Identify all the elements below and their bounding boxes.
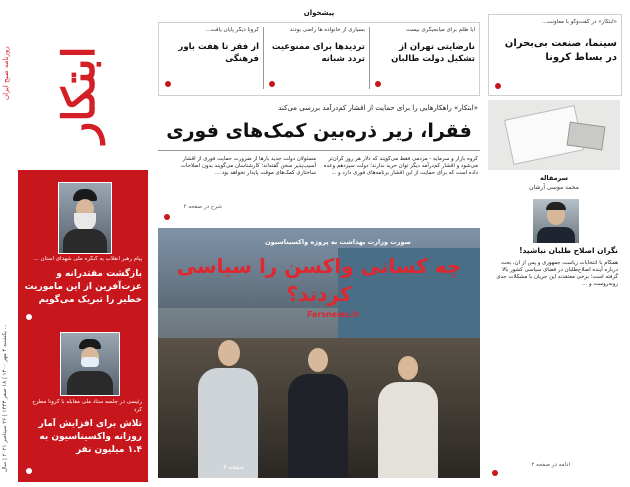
editorial-headline: نگران اصلاح طلبان نباشید!	[519, 246, 618, 255]
editorial-label: سرمقاله	[540, 174, 568, 182]
photo-kicker: صورت وزارت بهداشت به پروژه واکسیناسیون	[265, 238, 411, 246]
leader-photo	[58, 182, 112, 254]
logo: ابتکار	[54, 46, 105, 144]
author-hair	[546, 202, 566, 210]
crowd-shirt-1	[198, 368, 258, 478]
president-photo	[60, 332, 120, 396]
top-item-2[interactable]	[267, 27, 365, 91]
top-right-kicker: «ابتکار» در گفت‌وگو با معاونت...	[541, 19, 617, 25]
top-item-kicker: کرونا دیگر پایان یافت...	[205, 27, 259, 33]
vaccine-photo-story[interactable]	[158, 228, 480, 478]
leader-headline: بازگشت مقتدرانه و عزت‌آفرین از این ماموریت خطیر را تبریک می‌گویم	[24, 269, 142, 305]
main-dot	[164, 214, 170, 220]
president-robe	[67, 371, 113, 395]
top-item-1[interactable]	[373, 27, 475, 91]
main-body-right: گروه بازار و سرمایه - مردمی فقط می‌گویند که دلار هر روز گران‌تر می‌شود و اقشار کم‌درآمد دیگر توان خرید ندارند؛ دولت سیزدهم وعده داده است که برای حمایت از این اقشار برنامه‌های فوری دارد و ...	[323, 156, 478, 176]
main-body-left: مسئولان دولت جدید بارها از ضرورت حمایت فوری از اقشار آسیب‌پذیر سخن گفته‌اند؛ کارشناسان می‌گویند بدون اصلاحات ساختاری کمک‌های موقت پایدار نخواهد بود ...	[180, 156, 316, 176]
top-right-dot	[495, 83, 501, 89]
main-kicker: «ابتکار» راهکارهایی را برای حمایت از اقشار کم‌درآمد بررسی می‌کند	[278, 104, 478, 112]
top-item-headline: از فقر تا هفت باور فرهنگی	[178, 42, 259, 64]
president-headline: تلاش برای افزایش آمار روزانه واکسیناسیون به ۱.۴ میلیون نفر	[38, 419, 142, 455]
editorial[interactable]	[488, 174, 620, 480]
dateline: یکشنبه ۴ مهر ۱۴۰۰ | ۱۸ صفر ۱۴۴۳ | ۲۶ سپتامبر ۲۰۲۱ | سال ...	[2, 324, 8, 472]
top-item-headline: نارضایتی تهران از تشکیل دولت طالبان	[391, 42, 475, 64]
crowd-shirt-3	[378, 382, 438, 478]
top-item-3[interactable]	[163, 27, 259, 91]
editorial-body: همگام با انتخابات ریاست جمهوری و پس از آن، بحث درباره آینده اصلاح‌طلبان در فضای سیاسی کشور بالا گرفته است؛ برخی معتقدند این جریان با مشکلات جدی روبه‌روست و ...	[496, 260, 618, 287]
top-item-kicker: آیا ظلم برای میانجیگری بیست	[406, 27, 475, 33]
card-photo	[488, 100, 620, 170]
crowd-face-3	[398, 356, 418, 380]
president-caption: رئیسی در جلسه ستاد ملی مقابله با کرونا مطرح کرد	[32, 399, 142, 413]
top-item-headline: تردیدها برای ممنوعیت تردد شبانه	[271, 42, 365, 64]
left-news-column	[18, 170, 148, 482]
main-headline: فقرا، زیر ذره‌بین کمک‌های فوری	[166, 120, 472, 142]
page-dot-2	[26, 468, 32, 474]
divider	[158, 150, 480, 151]
card-stamp	[567, 122, 606, 151]
top-item-dot	[269, 81, 275, 87]
top-item-kicker: بسیاری از خانواده ها راضی بودند	[289, 27, 365, 33]
author-photo	[532, 198, 580, 244]
top-strip	[158, 9, 480, 96]
top-item-dot	[165, 81, 171, 87]
top-item-dot	[375, 81, 381, 87]
editorial-author: محمد موسی آرشان	[529, 184, 579, 191]
crowd-face-2	[308, 348, 328, 372]
crowd-face-1	[218, 340, 240, 366]
editorial-continue: ادامه در صفحه ۲	[531, 462, 570, 468]
page-dot-1	[26, 314, 32, 320]
author-suit	[537, 227, 575, 243]
divider	[263, 27, 264, 89]
top-right-story[interactable]	[488, 14, 622, 96]
main-story[interactable]	[158, 102, 480, 222]
photo-watermark: Farsnews.ir	[306, 310, 360, 319]
photo-page: صفحه ۲	[223, 464, 244, 471]
divider	[369, 27, 370, 89]
leader-robe	[63, 229, 107, 253]
president-mask	[81, 357, 99, 367]
photo-headline: چه کسانی واکسن را سیاسی کردند؟	[176, 254, 462, 306]
main-continue: شرح در صفحه ۲	[183, 204, 222, 210]
editorial-dot	[492, 470, 498, 476]
tagline: روزنامه صبح ایران	[2, 46, 10, 100]
top-right-headline: سینما، صنعت بی‌بحران در بساط کرونا	[504, 38, 617, 63]
leader-caption: پیام رهبر انقلاب به کنگره ملی شهدای استان ...	[33, 256, 142, 262]
top-strip-label: پیشخوان	[303, 9, 335, 17]
crowd-shirt-2	[288, 374, 348, 478]
